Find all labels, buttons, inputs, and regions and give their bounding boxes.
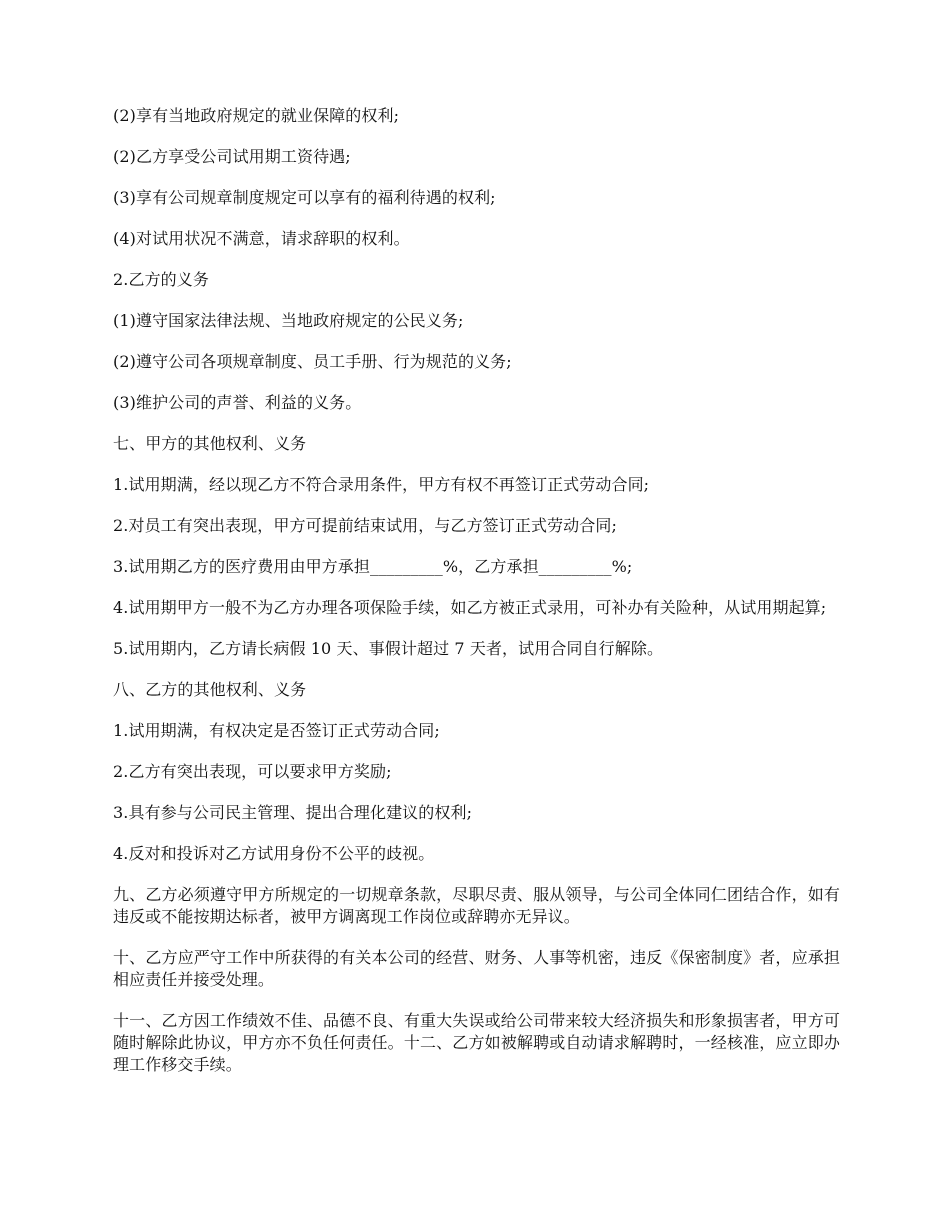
paragraph-18: 3.具有参与公司民主管理、提出合理化建议的权利; [113,803,473,822]
section-heading-party-b-duties: 2.乙方的义务 [113,270,209,289]
paragraph-16: 1.试用期满，有权决定是否签订正式劳动合同; [113,721,440,740]
section-eleven-twelve: 十一、乙方因工作绩效不佳、品德不良、有重大失误或给公司带来较大经济损失和形象损害者，甲方可随时解除此协议，甲方亦不负任何责任。十二、乙方如被解聘或自动请求解聘时，一经核准，应立即办理工作移交手续。 [113,1011,840,1074]
section-nine: 九、乙方必须遵守甲方所规定的一切规章条款，尽职尽责、服从领导，与公司全体同仁团结合作，如有违反或不能按期达标者，被甲方调离现工作岗位或辞聘亦无异议。 [113,885,840,926]
paragraph-13: 4.试用期甲方一般不为乙方办理各项保险手续，如乙方被正式录用，可补办有关险种，从试用期起算; [113,598,827,617]
section-ten: 十、乙方应严守工作中所获得的有关本公司的经营、财务、人事等机密，违反《保密制度》者，应承担相应责任并接受处理。 [113,948,840,989]
paragraph-7: (2)遵守公司各项规章制度、员工手册、行为规范的义务; [113,352,512,371]
paragraph-14: 5.试用期内，乙方请长病假 10 天、事假计超过 7 天者，试用合同自行解除。 [113,639,664,658]
paragraph-10: 1.试用期满，经以现乙方不符合录用条件，甲方有权不再签订正式劳动合同; [113,475,650,494]
paragraph-2: (2)乙方享受公司试用期工资待遇; [113,147,351,166]
section-heading-eight: 八、乙方的其他权利、义务 [113,680,307,699]
paragraph-11: 2.对员工有突出表现，甲方可提前结束试用，与乙方签订正式劳动合同; [113,516,617,535]
paragraph-4: (4)对试用状况不满意，请求辞职的权利。 [113,229,410,248]
paragraph-1: (2)享有当地政府规定的就业保障的权利; [113,106,400,125]
paragraph-6: (1)遵守国家法律法规、当地政府规定的公民义务; [113,311,464,330]
paragraph-8: (3)维护公司的声誉、利益的义务。 [113,393,362,412]
section-heading-seven: 七、甲方的其他权利、义务 [113,434,307,453]
paragraph-17: 2.乙方有突出表现，可以要求甲方奖励; [113,762,392,781]
paragraph-12: 3.试用期乙方的医疗费用由甲方承担_________%，乙方承担_________%; [113,557,633,576]
paragraph-19: 4.反对和投诉对乙方试用身份不公平的歧视。 [113,844,435,863]
paragraph-3: (3)享有公司规章制度规定可以享有的福利待遇的权利; [113,188,496,207]
document-page [113,105,840,1095]
